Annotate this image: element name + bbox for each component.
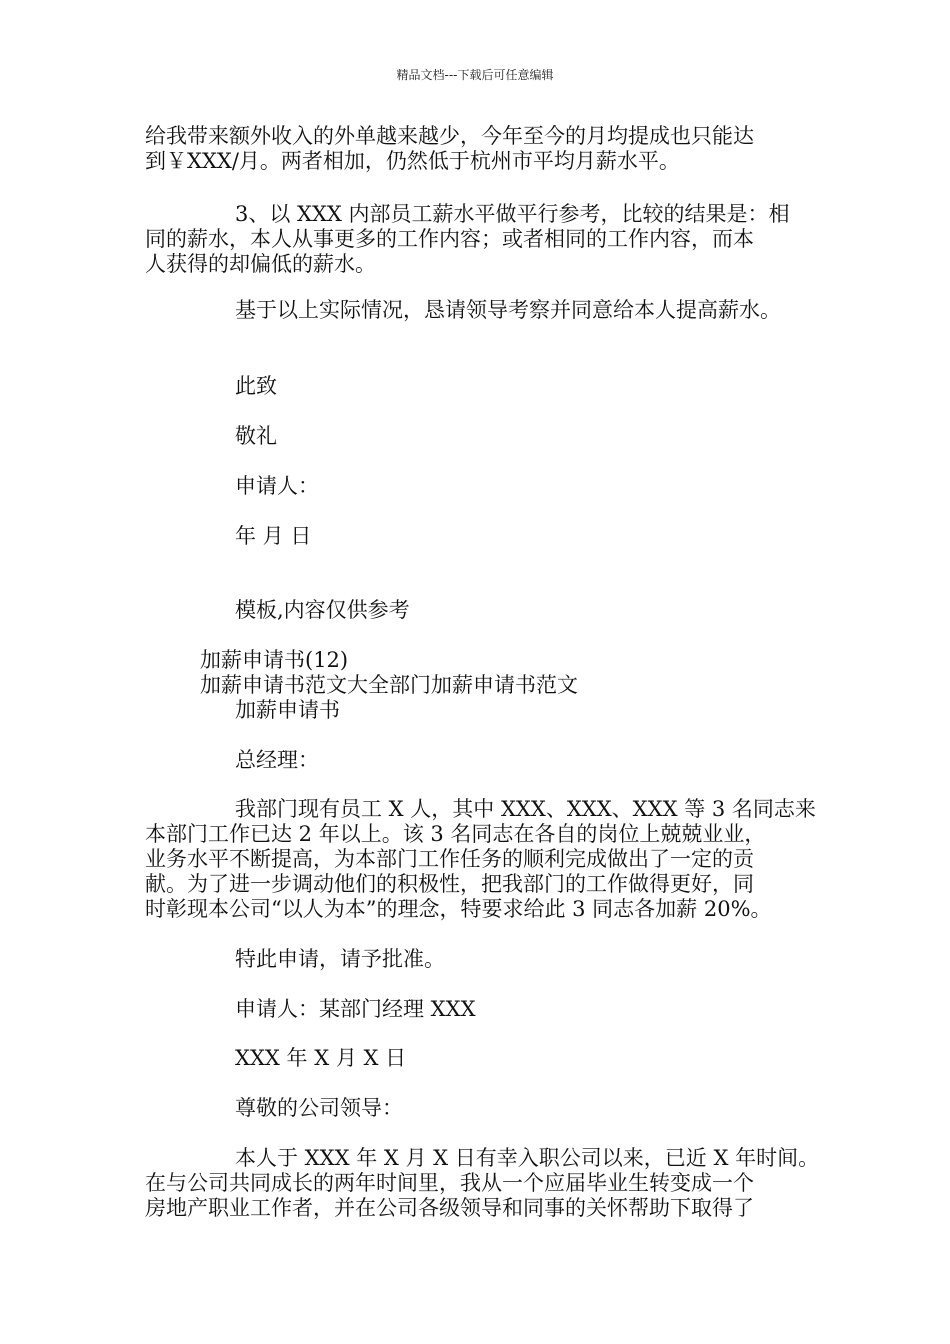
text-line: 在与公司共同成长的两年时间里，我从一个应届毕业生转变成一个 xyxy=(145,1171,754,1195)
text-line: 我部门现有员工 X 人，其中 XXX、XXX、XXX 等 3 名同志来 xyxy=(235,797,816,821)
text-line: 到￥XXX/月。两者相加，仍然低于杭州市平均月薪水平。 xyxy=(145,149,680,173)
text-line: 本人于 XXX 年 X 月 X 日有幸入职公司以来，已近 X 年时间。 xyxy=(235,1146,820,1170)
text-line: 同的薪水，本人从事更多的工作内容；或者相同的工作内容，而本 xyxy=(145,227,754,251)
text-line: 时彰现本公司“以人为本”的理念，特要求给此 3 同志各加薪 20%。 xyxy=(145,897,772,921)
request-line: 特此申请，请予批准。 xyxy=(235,947,445,971)
section-title: 加薪申请书(12) xyxy=(200,648,349,672)
text-line: 基于以上实际情况，恳请领导考察并同意给本人提高薪水。 xyxy=(235,298,781,322)
text-line: 业务水平不断提高，为本部门工作任务的顺利完成做出了一定的贡 xyxy=(145,847,754,871)
date-line: 年 月 日 xyxy=(235,524,312,548)
applicant-line: 申请人：某部门经理 XXX xyxy=(235,997,476,1021)
page-header: 精品文档---下载后可任意编辑 xyxy=(396,68,554,82)
template-note: 模板,内容仅供参考 xyxy=(235,598,410,622)
text-line: 给我带来额外收入的外单越来越少，今年至今的月均提成也只能达 xyxy=(145,124,754,148)
section-subtitle: 加薪申请书范文大全部门加薪申请书范文 xyxy=(200,673,578,697)
text-line: 献。为了进一步调动他们的积极性，把我部门的工作做得更好，同 xyxy=(145,872,754,896)
date-line: XXX 年 X 月 X 日 xyxy=(235,1046,407,1070)
text-line: 房地产职业工作者，并在公司各级领导和同事的关怀帮助下取得了 xyxy=(145,1196,754,1220)
salutation: 尊敬的公司领导： xyxy=(235,1096,403,1120)
document-title: 加薪申请书 xyxy=(235,698,340,722)
closing-regards: 敬礼 xyxy=(235,424,277,448)
addressee: 总经理： xyxy=(235,748,319,772)
closing-salutation: 此致 xyxy=(235,374,277,398)
text-line: 3、以 XXX 内部员工薪水平做平行参考，比较的结果是：相 xyxy=(235,202,790,226)
text-line: 本部门工作已达 2 年以上。该 3 名同志在各自的岗位上兢兢业业， xyxy=(145,822,766,846)
text-line: 人获得的却偏低的薪水。 xyxy=(145,252,376,276)
applicant-label: 申请人： xyxy=(235,474,319,498)
